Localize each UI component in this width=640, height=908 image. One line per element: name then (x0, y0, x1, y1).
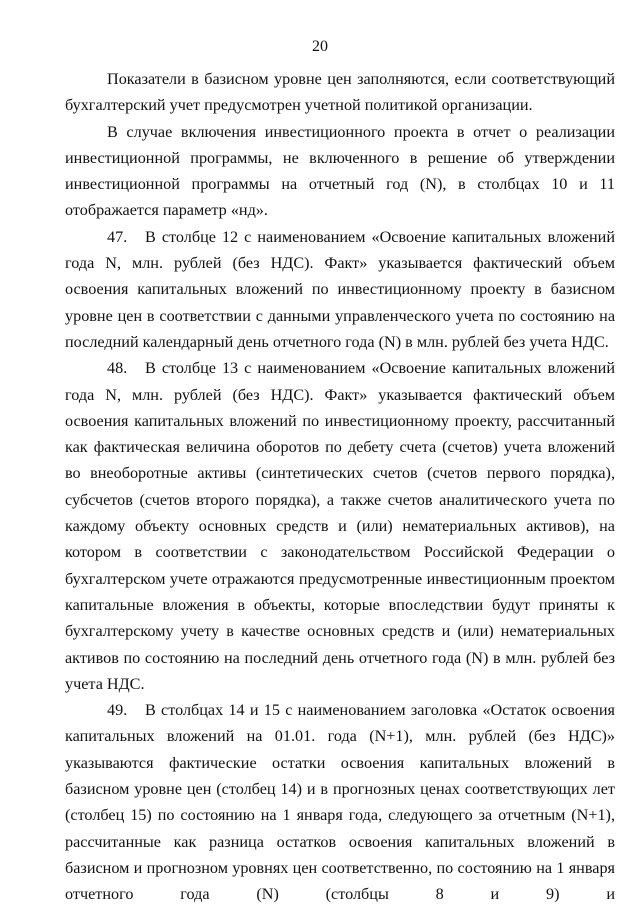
paragraph-text: В случае включения инвестиционного проекта в отчет о реализации инвестиционной программы, не включенного в решение об утверждении инвестиционной программы на отчетный год (N), в столбцах 10 и 11 отображается параметр «нд». (65, 122, 615, 220)
numbered-paragraph (65, 697, 615, 907)
paragraph-text: В столбцах 14 и 15 с наименованием заголовка «Остаток освоения капитальных вложений на 01.01. года (N+1), млн. рублей (без НДС)» указываются фактические остатки освоения капитальных вложений в базисном уровне цен (столбец 14) и в прогнозных ценах соответствующих лет (столбец 15) по состоянию на 1 января года, следующего за отчетным (N+1), рассчитанные как разница остатков освоения капитальных вложений в базисном и прогнозном уровнях цен соответственно, по состоянию на 1 января отчетного года (N) (столбцы 8 и 9) и (65, 701, 615, 904)
document-body (65, 66, 615, 908)
numbered-paragraph (65, 355, 615, 697)
numbered-paragraph (65, 224, 615, 355)
paragraph (65, 66, 615, 119)
paragraph-text: Показатели в базисном уровне цен заполняются, если соответствующий бухгалтерский учет предусмотрен учетной политикой организации. (65, 70, 615, 115)
paragraph-number: 49. (107, 701, 128, 720)
paragraph (65, 119, 615, 224)
page-number: 20 (312, 38, 328, 55)
paragraph-text: В столбце 12 с наименованием «Освоение капитальных вложений года N, млн. рублей (без НДС). Факт» указывается фактический объем освоения капитальных вложений по инвестиционному проекту в базисном уровне цен в соответствии с данными управленческого учета по состоянию на последний календарный день отчетного года (N) в млн. рублей без учета НДС. (65, 227, 615, 351)
paragraph-number: 48. (107, 359, 128, 378)
paragraph-number: 47. (107, 227, 128, 246)
paragraph-text: В столбце 13 с наименованием «Освоение капитальных вложений года N, млн. рублей (без НДС). Факт» указывается фактический объем освоения капитальных вложений по инвестиционному проекту, рассчитанный как фактическая величина оборотов по дебету счета (счетов) учета вложений во внеоборотные активы (синтетических счетов (счетов первого порядка), субсчетов (счетов второго порядка), а также счетов аналитического учета по каждому объекту основных средств и (или) нематериальных активов), на котором в соответствии с законодательством Российской Федерации о бухгалтерском учете отражаются предусмотренные инвестиционным проектом капитальные вложения в объекты, которые впоследствии будут приняты к бухгалтерскому учету в качестве основных средств и (или) нематериальных активов по состоянию на последний день отчетного года (N) в млн. рублей без учета НДС. (65, 359, 615, 693)
